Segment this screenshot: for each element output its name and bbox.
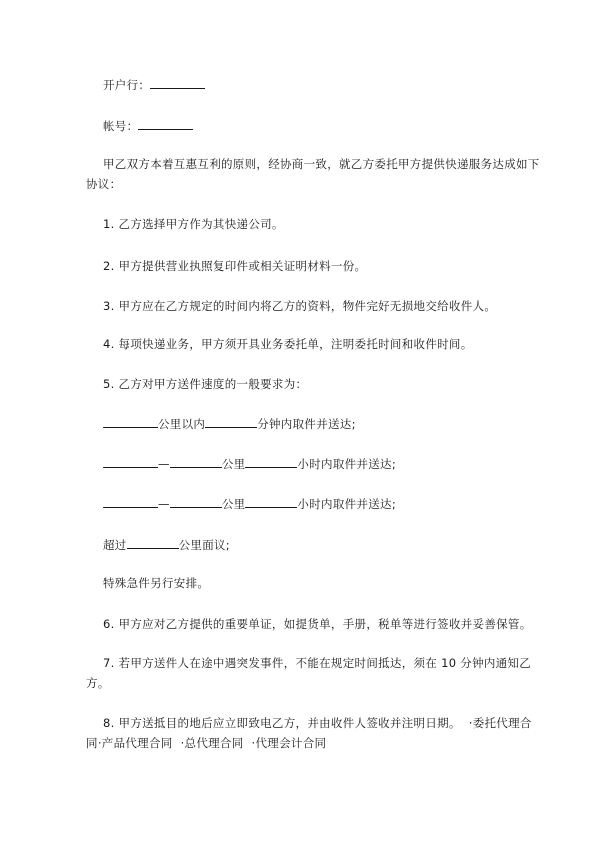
speed-row-1-text1: 公里以内 bbox=[158, 417, 206, 431]
clause-4: 4. 每项快递业务，甲方须开具业务委托单，注明委托时间和收件时间。 bbox=[103, 337, 473, 351]
speed-row-4-text1: 公里面议; bbox=[178, 538, 230, 552]
speed-row-2 bbox=[103, 454, 396, 474]
speed-row-3-dash: — bbox=[158, 497, 170, 511]
speed-row-3-text1: 公里 bbox=[221, 497, 246, 511]
speed-row-2-text1: 公里 bbox=[221, 457, 246, 471]
account-number-line bbox=[103, 116, 193, 136]
clause-8-text: 8. 甲方送抵目的地后应立即致电乙方，并由收件人签收并注明日期。 bbox=[103, 716, 461, 730]
clause-2: 2. 甲方提供营业执照复印件或相关证明材料一份。 bbox=[103, 259, 367, 273]
blank bbox=[245, 455, 297, 468]
speed-row-4 bbox=[103, 535, 230, 555]
blank bbox=[170, 455, 222, 468]
speed-row-2-text2: 小时内取件并送达; bbox=[297, 457, 396, 471]
related-link-3[interactable]: ·总代理合同 bbox=[180, 736, 244, 750]
intro-paragraph: 甲乙双方本着互惠互利的原则，经协商一致，就乙方委托甲方提供快递服务达成如下协议： bbox=[86, 157, 540, 191]
related-link-1[interactable]: ·委托代理合同 bbox=[86, 716, 532, 750]
blank bbox=[103, 495, 158, 508]
speed-row-1 bbox=[103, 414, 356, 434]
speed-row-3 bbox=[103, 494, 396, 514]
bank-blank bbox=[150, 76, 205, 89]
special-note: 特殊急件另行安排。 bbox=[103, 576, 210, 590]
clause-8 bbox=[86, 713, 542, 753]
clause-7: 7. 若甲方送件人在途中遇突发事件，不能在规定时间抵达，须在 10 分钟内通知乙方。 bbox=[86, 656, 532, 690]
blank bbox=[103, 415, 158, 428]
blank bbox=[103, 455, 158, 468]
bank-label: 开户行： bbox=[103, 78, 151, 92]
speed-row-4-prefix: 超过 bbox=[103, 538, 127, 552]
blank bbox=[127, 536, 179, 549]
blank bbox=[170, 495, 222, 508]
clause-6: 6. 甲方应对乙方提供的重要单证，如提货单，手册，税单等进行签收并妥善保管。 bbox=[103, 617, 532, 631]
clause-5: 5. 乙方对甲方送件速度的一般要求为： bbox=[103, 377, 308, 391]
account-number-blank bbox=[138, 117, 193, 130]
speed-row-2-dash: — bbox=[158, 457, 170, 471]
clause-1: 1. 乙方选择甲方作为其快递公司。 bbox=[103, 217, 284, 231]
speed-row-3-text2: 小时内取件并送达; bbox=[297, 497, 396, 511]
account-number-label: 帐号： bbox=[103, 119, 139, 133]
bank-line bbox=[103, 75, 205, 95]
blank bbox=[205, 415, 257, 428]
blank bbox=[245, 495, 297, 508]
clause-3: 3. 甲方应在乙方规定的时间内将乙方的资料，物件完好无损地交给收件人。 bbox=[103, 299, 497, 313]
related-link-4[interactable]: ·代理会计合同 bbox=[251, 736, 327, 750]
related-link-2[interactable]: ·产品代理合同 bbox=[97, 736, 173, 750]
speed-row-1-text2: 分钟内取件并送达; bbox=[257, 417, 356, 431]
